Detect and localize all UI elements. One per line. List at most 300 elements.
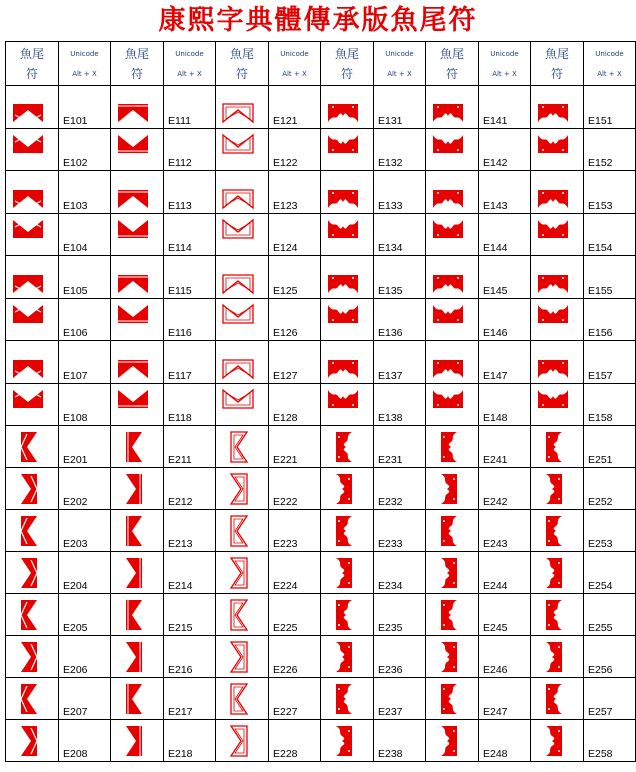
fishtail-ornament [433,390,463,408]
header-glyph-cell [6,42,59,86]
unicode-code: E137 [378,370,403,382]
fishtail-glyph-cell [6,171,59,214]
fishtail-glyph-cell [426,720,479,762]
unicode-code-cell [584,426,636,468]
fishtail-glyph [111,510,163,551]
fishtail-glyph-cell [321,594,374,636]
fishtail-glyph-cell [111,384,164,426]
fishtail-glyph-cell [321,299,374,341]
fishtail-glyph-cell [6,720,59,762]
header-altx-label: Alt + X [597,69,622,78]
unicode-code: E144 [483,242,508,254]
fishtail-glyph [531,552,583,593]
fishtail-glyph [111,678,163,719]
unicode-code: E156 [588,327,613,339]
unicode-code-cell [584,171,636,214]
unicode-code: E256 [588,664,613,676]
unicode-code-cell [164,256,216,299]
fishtail-glyph [6,129,58,170]
fishtail-ornament [441,558,457,588]
unicode-code: E146 [483,327,508,339]
fishtail-ornament [118,305,148,323]
header-glyph-label: 魚尾 [19,46,44,61]
unicode-code: E225 [273,622,298,634]
fishtail-ornament [223,390,253,408]
unicode-code-cell [59,214,111,256]
fishtail-glyph-cell [531,86,584,129]
unicode-code-cell [59,256,111,299]
fishtail-glyph-cell [426,129,479,171]
unicode-code: E233 [378,538,403,550]
fishtail-ornament [231,474,247,504]
fishtail-ornament [231,684,247,714]
unicode-code-cell [59,510,111,552]
unicode-code: E103 [63,200,88,212]
fishtail-glyph [531,594,583,635]
unicode-code-cell [479,171,531,214]
unicode-code: E115 [168,285,192,297]
unicode-code: E226 [273,664,298,676]
fishtail-glyph-cell [531,341,584,384]
unicode-code-cell [164,552,216,594]
fishtail-glyph [321,678,373,719]
unicode-code-cell [479,384,531,426]
unicode-code: E113 [168,200,192,212]
header-altx-label: Alt + X [387,69,412,78]
unicode-code: E143 [483,200,508,212]
fishtail-glyph-cell [426,468,479,510]
unicode-code: E237 [378,706,403,718]
fishtail-glyph [426,341,478,382]
unicode-code-cell [269,384,321,426]
unicode-code-cell [164,468,216,510]
fishtail-ornament [118,275,148,293]
unicode-code: E217 [168,706,193,718]
fishtail-glyph-cell [426,636,479,678]
unicode-code-cell [479,720,531,762]
fishtail-glyph [111,214,163,255]
fishtail-ornament [336,642,352,672]
fishtail-ornament [336,558,352,588]
unicode-code: E123 [273,200,298,212]
fishtail-ornament [546,432,562,462]
unicode-code-cell [59,552,111,594]
fishtail-ornament [546,726,562,756]
fishtail-ornament [336,726,352,756]
fishtail-glyph [111,552,163,593]
unicode-code: E241 [483,454,508,466]
header-glyph-label: 符 [25,66,38,81]
fishtail-symbol-table [5,41,636,762]
unicode-code-cell [374,86,426,129]
unicode-code-cell [374,678,426,720]
fishtail-ornament [231,516,247,546]
fishtail-glyph-cell [111,341,164,384]
fishtail-glyph [531,636,583,677]
fishtail-glyph-cell [6,678,59,720]
unicode-code-cell [269,552,321,594]
fishtail-glyph [321,594,373,635]
unicode-code-cell [164,636,216,678]
fishtail-glyph [111,341,163,382]
fishtail-glyph [111,720,163,761]
fishtail-glyph [426,129,478,170]
fishtail-glyph-cell [426,384,479,426]
unicode-code-cell [269,256,321,299]
fishtail-glyph-cell [321,256,374,299]
fishtail-glyph-cell [111,256,164,299]
unicode-code: E207 [63,706,88,718]
fishtail-glyph-cell [6,214,59,256]
fishtail-glyph-cell [531,214,584,256]
fishtail-ornament [223,275,253,293]
header-glyph-cell [111,42,164,86]
unicode-code-cell [479,256,531,299]
unicode-code: E102 [63,157,88,169]
fishtail-ornament [538,104,568,122]
fishtail-glyph [111,384,163,425]
unicode-code: E138 [378,412,403,424]
fishtail-glyph [6,678,58,719]
fishtail-glyph-cell [216,468,269,510]
fishtail-glyph [321,256,373,297]
fishtail-ornament [336,516,352,546]
unicode-code-cell [479,341,531,384]
fishtail-glyph-cell [321,171,374,214]
unicode-code-cell [374,384,426,426]
unicode-code: E132 [378,157,403,169]
fishtail-ornament [118,104,148,122]
fishtail-glyph-cell [216,510,269,552]
fishtail-ornament [328,275,358,293]
fishtail-glyph [111,594,163,635]
fishtail-glyph [321,720,373,761]
fishtail-glyph-cell [111,299,164,341]
unicode-code: E141 [483,115,508,127]
unicode-code-cell [584,129,636,171]
fishtail-ornament [223,360,253,378]
fishtail-glyph [531,214,583,255]
unicode-code: E116 [168,327,192,339]
unicode-code-cell [479,214,531,256]
unicode-code-cell [59,171,111,214]
unicode-code: E202 [63,496,88,508]
fishtail-ornament [441,516,457,546]
fishtail-ornament [21,726,37,756]
header-unicode-cell [374,42,426,86]
header-altx-label: Alt + X [177,69,202,78]
unicode-code-cell [374,636,426,678]
fishtail-glyph-cell [216,384,269,426]
unicode-code: E135 [378,285,403,297]
fishtail-glyph-cell [426,214,479,256]
fishtail-glyph [6,552,58,593]
unicode-code-cell [374,594,426,636]
fishtail-ornament [21,600,37,630]
fishtail-glyph [216,171,268,212]
fishtail-glyph-cell [321,510,374,552]
fishtail-glyph-cell [531,552,584,594]
unicode-code: E234 [378,580,403,592]
unicode-code-cell [269,299,321,341]
fishtail-glyph [111,171,163,212]
fishtail-ornament [118,220,148,238]
unicode-code-cell [479,510,531,552]
fishtail-ornament [433,275,463,293]
header-unicode-cell [584,42,636,86]
unicode-code: E255 [588,622,613,634]
fishtail-glyph [6,636,58,677]
fishtail-glyph-cell [531,129,584,171]
fishtail-glyph [426,426,478,467]
fishtail-glyph-cell [6,129,59,171]
fishtail-ornament [223,190,253,208]
unicode-code-cell [479,594,531,636]
fishtail-ornament [21,474,37,504]
unicode-code-cell [59,129,111,171]
unicode-code: E244 [483,580,508,592]
fishtail-glyph [321,341,373,382]
fishtail-ornament [21,432,37,462]
fishtail-glyph-cell [111,636,164,678]
unicode-code: E212 [168,496,193,508]
fishtail-glyph [531,341,583,382]
unicode-code: E124 [273,242,298,254]
unicode-code-cell [374,299,426,341]
fishtail-glyph [321,129,373,170]
fishtail-ornament [21,558,37,588]
fishtail-glyph-cell [111,171,164,214]
fishtail-glyph-cell [6,594,59,636]
unicode-code-cell [269,510,321,552]
unicode-code-cell [59,86,111,129]
unicode-code-cell [479,468,531,510]
fishtail-glyph-cell [6,552,59,594]
fishtail-glyph-cell [216,214,269,256]
unicode-code-cell [164,214,216,256]
fishtail-glyph-cell [111,720,164,762]
header-altx-label: Alt + X [282,69,307,78]
fishtail-glyph [216,552,268,593]
fishtail-glyph-cell [111,129,164,171]
fishtail-glyph-cell [111,86,164,129]
unicode-code-cell [584,214,636,256]
fishtail-ornament [328,135,358,153]
fishtail-glyph-cell [216,129,269,171]
fishtail-glyph [111,468,163,509]
unicode-code: E213 [168,538,193,550]
unicode-code-cell [269,129,321,171]
unicode-code: E214 [168,580,193,592]
fishtail-glyph [6,468,58,509]
header-altx-label: Alt + X [72,69,97,78]
unicode-code-cell [269,86,321,129]
fishtail-ornament [223,135,253,153]
unicode-code: E131 [378,115,403,127]
unicode-code: E227 [273,706,298,718]
fishtail-glyph [216,384,268,425]
unicode-code: E246 [483,664,508,676]
fishtail-glyph-cell [216,594,269,636]
fishtail-ornament [126,558,142,588]
fishtail-glyph [6,214,58,255]
unicode-code-cell [59,341,111,384]
unicode-code-cell [374,256,426,299]
unicode-code: E111 [168,115,191,127]
header-unicode-label: Unicode [490,49,519,58]
unicode-code: E238 [378,748,403,760]
unicode-code-cell [584,510,636,552]
header-unicode-label: Unicode [595,49,624,58]
fishtail-glyph-cell [216,720,269,762]
unicode-code-cell [59,468,111,510]
fishtail-ornament [13,390,43,408]
fishtail-glyph [531,384,583,425]
fishtail-ornament [433,360,463,378]
header-glyph-label: 魚尾 [544,46,569,61]
fishtail-glyph [426,720,478,761]
fishtail-glyph [321,384,373,425]
fishtail-ornament [328,190,358,208]
unicode-code: E108 [63,412,88,424]
unicode-code: E107 [63,370,88,382]
unicode-code: E128 [273,412,298,424]
header-glyph-cell [216,42,269,86]
unicode-code: E117 [168,370,192,382]
header-glyph-cell [426,42,479,86]
fishtail-glyph-cell [426,678,479,720]
fishtail-ornament [336,432,352,462]
unicode-code-cell [269,636,321,678]
fishtail-ornament [538,135,568,153]
fishtail-ornament [433,104,463,122]
unicode-code: E155 [588,285,613,297]
fishtail-ornament [13,305,43,323]
unicode-code-cell [164,384,216,426]
fishtail-ornament [126,474,142,504]
fishtail-glyph [6,426,58,467]
unicode-code-cell [374,129,426,171]
fishtail-ornament [336,474,352,504]
fishtail-ornament [223,305,253,323]
fishtail-glyph [216,636,268,677]
unicode-code: E224 [273,580,298,592]
unicode-code-cell [584,552,636,594]
fishtail-ornament [538,360,568,378]
fishtail-glyph [216,214,268,255]
unicode-code-cell [479,426,531,468]
unicode-code-cell [269,171,321,214]
fishtail-ornament [546,684,562,714]
unicode-code-cell [584,468,636,510]
unicode-code-cell [584,636,636,678]
unicode-code: E243 [483,538,508,550]
unicode-code-cell [479,636,531,678]
fishtail-ornament [231,600,247,630]
fishtail-ornament [546,516,562,546]
fishtail-ornament [126,432,142,462]
fishtail-glyph-cell [111,552,164,594]
fishtail-ornament [126,600,142,630]
header-altx-label: Alt + X [492,69,517,78]
fishtail-ornament [546,600,562,630]
fishtail-glyph [111,426,163,467]
fishtail-glyph-cell [111,594,164,636]
fishtail-ornament [441,726,457,756]
fishtail-glyph [531,720,583,761]
unicode-code-cell [584,594,636,636]
unicode-code: E151 [588,115,613,127]
unicode-code: E242 [483,496,508,508]
unicode-code: E126 [273,327,298,339]
fishtail-ornament [328,104,358,122]
header-glyph-label: 魚尾 [439,46,464,61]
fishtail-glyph [111,86,163,127]
fishtail-glyph [6,171,58,212]
fishtail-glyph [321,299,373,340]
fishtail-glyph-cell [426,426,479,468]
fishtail-glyph-cell [216,426,269,468]
unicode-code: E133 [378,200,403,212]
fishtail-glyph-cell [531,426,584,468]
header-unicode-label: Unicode [70,49,99,58]
fishtail-glyph [111,299,163,340]
fishtail-glyph [426,678,478,719]
unicode-code: E258 [588,748,613,760]
fishtail-ornament [231,558,247,588]
unicode-code-cell [164,341,216,384]
fishtail-glyph [426,594,478,635]
fishtail-glyph-cell [6,426,59,468]
unicode-code-cell [59,299,111,341]
header-glyph-cell [321,42,374,86]
unicode-code: E223 [273,538,298,550]
fishtail-glyph-cell [216,299,269,341]
unicode-code-cell [374,214,426,256]
unicode-code: E118 [168,412,192,424]
unicode-code: E216 [168,664,193,676]
fishtail-ornament [328,390,358,408]
unicode-code-cell [164,426,216,468]
fishtail-glyph [111,256,163,297]
unicode-code-cell [584,86,636,129]
unicode-code-cell [164,678,216,720]
fishtail-ornament [336,600,352,630]
fishtail-ornament [13,360,43,378]
fishtail-glyph [426,86,478,127]
fishtail-ornament [126,516,142,546]
unicode-code-cell [59,720,111,762]
fishtail-ornament [538,275,568,293]
fishtail-glyph [216,720,268,761]
unicode-code: E134 [378,242,403,254]
unicode-code-cell [269,720,321,762]
fishtail-glyph-cell [531,510,584,552]
fishtail-ornament [441,642,457,672]
fishtail-glyph-cell [321,636,374,678]
fishtail-ornament [223,220,253,238]
header-glyph-label: 符 [235,66,248,81]
fishtail-glyph [321,86,373,127]
fishtail-ornament [538,305,568,323]
fishtail-glyph [426,552,478,593]
unicode-code: E218 [168,748,193,760]
fishtail-glyph-cell [426,171,479,214]
unicode-code-cell [584,384,636,426]
unicode-code: E125 [273,285,298,297]
unicode-code: E203 [63,538,88,550]
fishtail-glyph-cell [426,299,479,341]
